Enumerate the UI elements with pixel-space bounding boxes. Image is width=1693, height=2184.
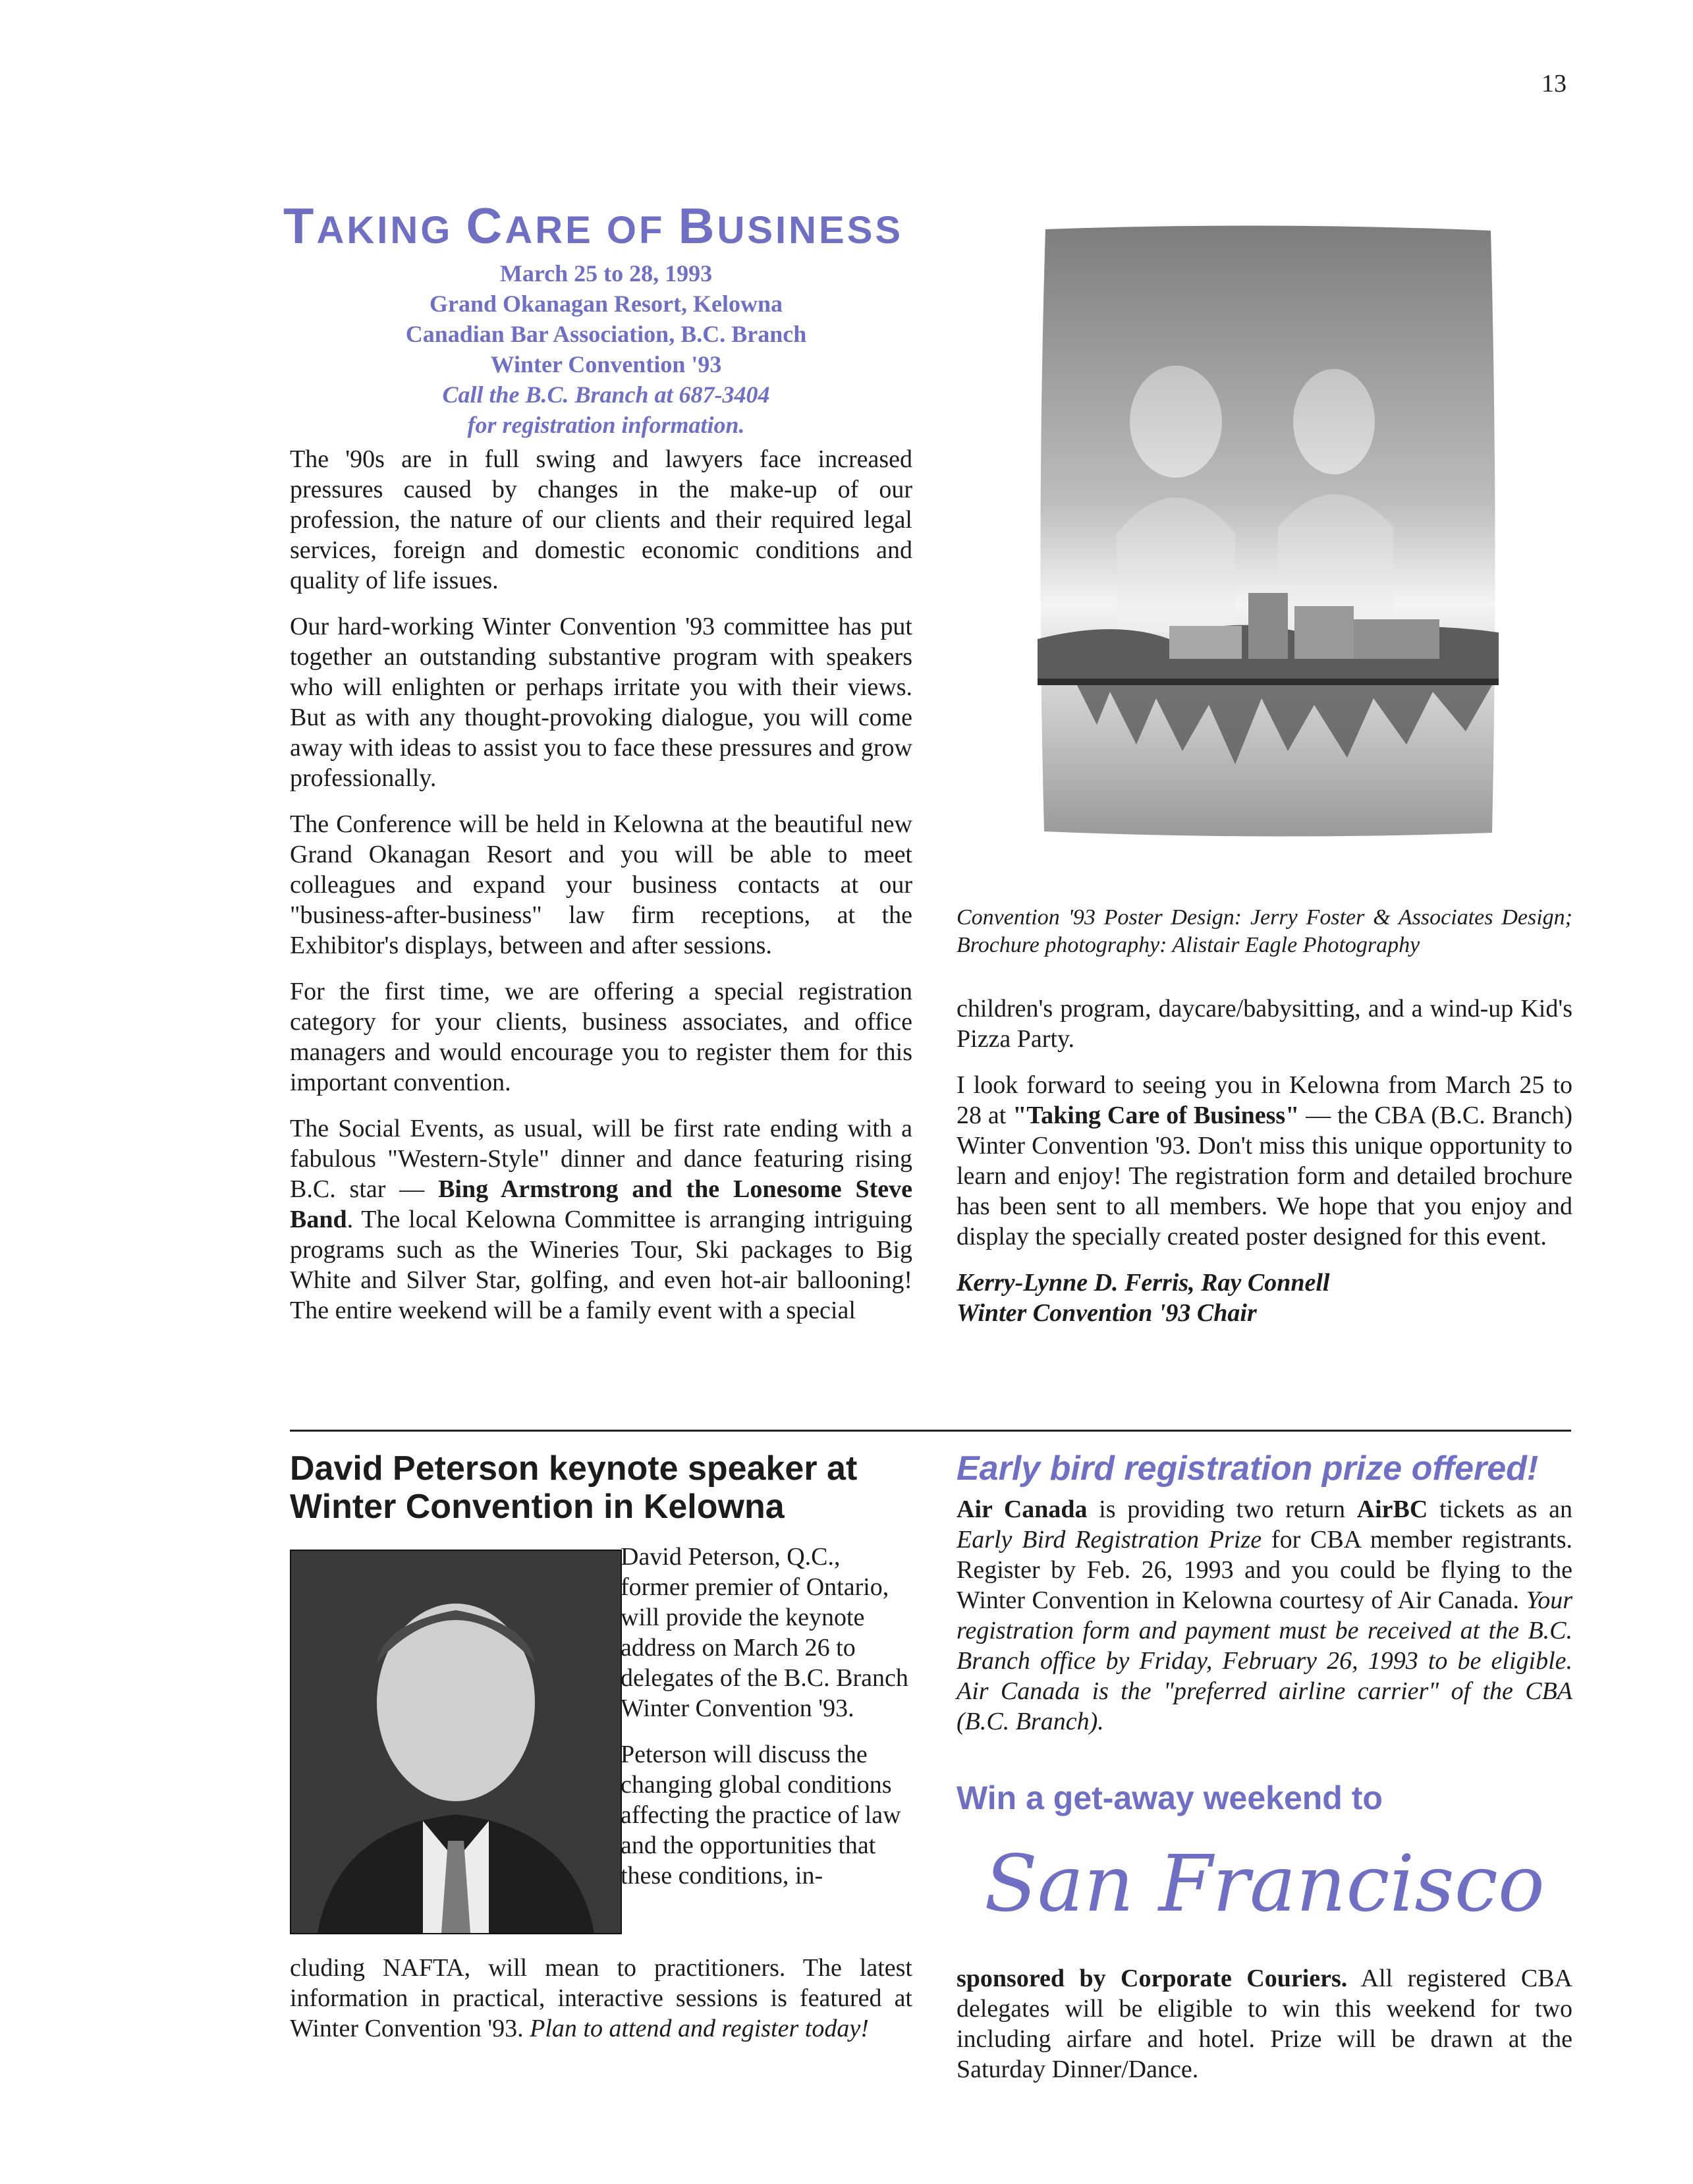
main-article-right-column xyxy=(957,994,1572,1328)
keynote-bottom-text xyxy=(290,1953,912,2044)
title-part: OF xyxy=(606,209,679,252)
closing-text-2: — the CBA (B.C. Branch) Winter Convention '93. Don't miss this unique opportunity to learn and enjoy! The registration form and detailed brochure has been sent to all members. We hope that you enjoy and display the specially created poster designed for this event. xyxy=(957,1102,1572,1250)
early-bird-conditions: Your registration form and payment must be received at the B.C. Branch office by Friday, February 26, 1993 to be eligible. Air Canada is the "preferred airline carrier" of the CBA (B.C. Branch). xyxy=(957,1586,1572,1735)
sponsor-bold: sponsored by Corporate Couriers. xyxy=(957,1965,1348,1992)
event-venue: Grand Okanagan Resort, Kelowna xyxy=(429,291,783,317)
win-weekend-headline: Win a get-away weekend to xyxy=(957,1779,1383,1816)
san-francisco-title: San Francisco xyxy=(984,1838,1545,1929)
sponsor-text xyxy=(957,1963,1572,2085)
signature-names: Kerry-Lynne D. Ferris, Ray Connell xyxy=(957,1269,1330,1297)
article-paragraph: Our hard-working Winter Convention '93 committee has put together an outstanding substantive program with speakers who will enlighten or perhaps irritate you with their views. But as with any thought-provoking dialogue, you will come away with ideas to assist you to face these pressures and grow professionally. xyxy=(290,613,912,792)
keynote-headline: David Peterson keynote speaker at Winter Convention in Kelowna xyxy=(290,1449,858,1526)
early-bird-text-part: for CBA member registrants. Register by Feb. 26, 1993 and you could be flying to the Winter Convention in Kelowna courtesy of Air Canada. xyxy=(957,1526,1572,1614)
keynote-paragraph: David Peterson, Q.C., former premier of Ontario, will provide the keynote address on March 26 to delegates of the B.C. Branch Winter Convention '93. xyxy=(621,1543,908,1722)
poster-caption: Convention '93 Poster Design: Jerry Foster & Associates Design; Brochure photography: Alistair Eagle Photography xyxy=(957,905,1572,957)
ticket-name: AirBC xyxy=(1356,1496,1428,1523)
signature-title: Winter Convention '93 Chair xyxy=(957,1299,1257,1327)
main-article-left-column xyxy=(290,444,912,1341)
event-name: Winter Convention '93 xyxy=(490,351,722,378)
title-part: USINESS xyxy=(717,209,904,252)
early-bird-headline: Early bird registration prize offered! xyxy=(957,1449,1539,1488)
article-paragraph: The Conference will be held in Kelowna at the beautiful new Grand Okanagan Resort and you will be able to meet colleagues and expand your business contacts at our "business-after-business" law firm receptions, at the Exhibitor's displays, between and after sessions. xyxy=(290,810,912,959)
event-subheading xyxy=(283,258,929,440)
title-part: C xyxy=(466,198,505,254)
event-dates: March 25 to 28, 1993 xyxy=(499,260,713,287)
title-part: ARE xyxy=(505,209,607,252)
keynote-paragraph: cluding NAFTA, will mean to practitioners. The latest information in practical, interactive sessions is featured at Winter Convention '93. xyxy=(290,1954,912,2042)
sponsor-name: Air Canada xyxy=(957,1496,1088,1523)
title-part: AKING xyxy=(316,209,466,252)
social-text: The Social Events, as usual, will be first rate ending with a fabulous "Western-Style" dinner and dance featuring rising B.C. star — xyxy=(290,1115,912,1203)
article-paragraph: The '90s are in full swing and lawyers face increased pressures caused by changes in the make-up of our profession, the nature of our clients and their required legal services, foreign and domestic economic conditions and quality of life issues. xyxy=(290,445,912,594)
section-divider xyxy=(290,1430,1571,1432)
title-part: B xyxy=(678,198,717,254)
title-part: T xyxy=(283,198,317,254)
early-bird-text xyxy=(957,1494,1572,1737)
sponsor-details: All registered CBA delegates will be eligible to win this weekend for two including airfare and hotel. Prize will be drawn at the Saturday Dinner/Dance. xyxy=(957,1965,1572,2083)
david-peterson-photo xyxy=(290,1550,622,1934)
article-paragraph: For the first time, we are offering a special registration category for your clients, business associates, and office managers and would encourage you to register them for this important convention. xyxy=(290,978,912,1096)
prize-name: Early Bird Registration Prize xyxy=(957,1526,1262,1554)
early-bird-text-part: tickets as an xyxy=(1428,1496,1573,1523)
event-call-2: for registration information. xyxy=(467,412,745,438)
closing-text: I look forward to seeing you in Kelowna from March 25 to 28 at xyxy=(957,1071,1572,1129)
continuation-paragraph: children's program, daycare/babysitting, and a wind-up Kid's Pizza Party. xyxy=(957,995,1572,1053)
event-organization: Canadian Bar Association, B.C. Branch xyxy=(405,321,807,347)
keynote-call-to-action: Plan to attend and register today! xyxy=(530,2015,869,2042)
early-bird-text-part: is providing two return xyxy=(1087,1496,1357,1523)
event-call: Call the B.C. Branch at 687-3404 xyxy=(442,381,770,408)
keynote-side-text xyxy=(621,1542,910,1907)
social-events-paragraph xyxy=(290,1113,912,1326)
event-title-bold: "Taking Care of Business" xyxy=(1013,1102,1300,1129)
social-text-2: . The local Kelowna Committee is arranging intriguing programs such as the Wineries Tour, Ski packages to Big White and Silver Star, golfing, and even hot-air ballooning! The entire weekend will be a family event with a special xyxy=(290,1206,912,1324)
closing-paragraph xyxy=(957,1070,1572,1252)
page-number: 13 xyxy=(1541,70,1567,98)
band-name: Bing Armstrong and the Lonesome Steve Band xyxy=(290,1175,912,1233)
keynote-paragraph: Peterson will discuss the changing global conditions affecting the practice of law and the opportunities that these conditions, in- xyxy=(621,1741,901,1890)
article-title xyxy=(283,198,929,255)
convention-poster-image xyxy=(1038,224,1499,838)
